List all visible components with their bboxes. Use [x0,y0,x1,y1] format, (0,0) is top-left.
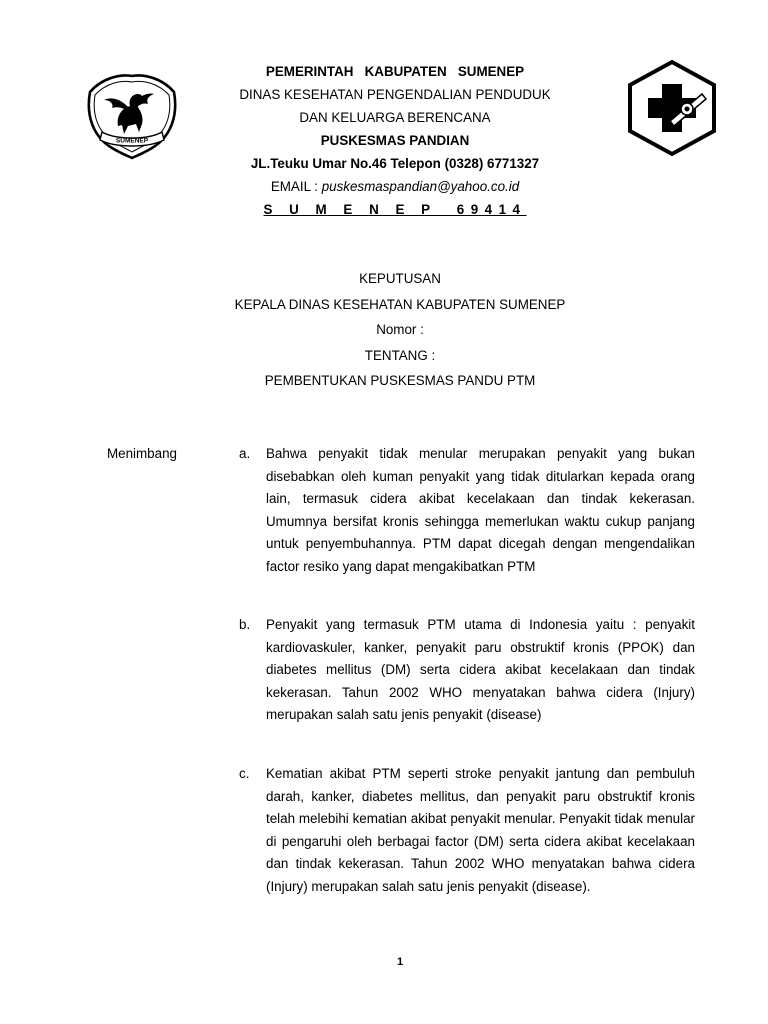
email-address: puskesmaspandian@yahoo.co.id [321,179,520,194]
decree-title-block [140,266,660,394]
item-letter: b. [239,617,251,632]
consideration-item-a [239,443,695,579]
page-number: 1 [396,956,404,968]
agency-name: DINAS KESEHATAN PENGENDALIAN PENDUDUK [239,87,551,102]
consideration-item-c [239,763,695,899]
item-text: Bahwa penyakit tidak menular merupakan penyakit yang bukan disebabkan oleh kuman penyakit yang tidak ditularkan kepada orang lain, termasuk cidera akibat kecelakaan dan tindak kekerasan. Umumnya bersifat kronis sehingga memerlukan waktu cukup panjang untuk penyembuhannya. PTM dapat dicegah dengan mengendalikan factor resiko yang dapat mengakibatkan PTM [266,446,695,574]
item-text: Penyakit yang termasuk PTM utama di Indonesia yaitu : penyakit kardiovaskuler, kanker, penyakit paru obstruktif kronis (PPOK) dan diabetes mellitus (DM) serta cidera akibat kecelakaan dan tindak kekerasan. Tahun 2002 WHO menyatakan bahwa cidera (Injury) merupakan salah satu jenis penyakit (disease) [266,617,695,723]
letterhead [190,60,600,221]
puskesmas-name: PUSKESMAS PANDIAN [320,133,470,148]
city-postcode: S U M E N E P 69414 [263,202,527,217]
agency-name-continued: DAN KELUARGA BERENCANA [299,110,491,125]
decree-subject: PEMBENTUKAN PUSKESMAS PANDU PTM [264,373,536,388]
emblem-ribbon-text: SUMENEP [115,137,149,145]
bakti-husada-emblem [624,58,720,158]
consideration-item-b [239,614,695,727]
item-letter: c. [239,766,250,781]
item-text: Kematian akibat PTM seperti stroke penyakit jantung dan pembuluh darah, kanker, diabetes mellitus, dan penyakit paru obstruktif kronis telah melebihi kematian akibat penyakit menular. Penyakit tidak menular di pengaruhi oleh berbagai factor (DM) serta cidera akibat kecelakaan dan tindak kekerasan. Tahun 2002 WHO menyatakan bahwa cidera (Injury) merupakan salah satu jenis penyakit (disease). [266,766,695,894]
government-name: PEMERINTAH KABUPATEN SUMENEP [265,64,525,79]
decree-issuer: KEPALA DINAS KESEHATAN KABUPATEN SUMENEP [234,296,566,312]
sumenep-regency-emblem [82,70,182,160]
decree-heading: KEPUTUSAN [359,271,441,286]
section-label-menimbang: Menimbang [107,446,177,461]
decree-about-label: TENTANG : [364,347,436,363]
email-label: EMAIL : [270,179,322,194]
email-line [190,175,600,198]
address-phone: JL.Teuku Umar No.46 Telepon (0328) 6771327 [250,156,540,171]
decree-number: Nomor : [376,322,424,337]
item-letter: a. [239,446,251,461]
